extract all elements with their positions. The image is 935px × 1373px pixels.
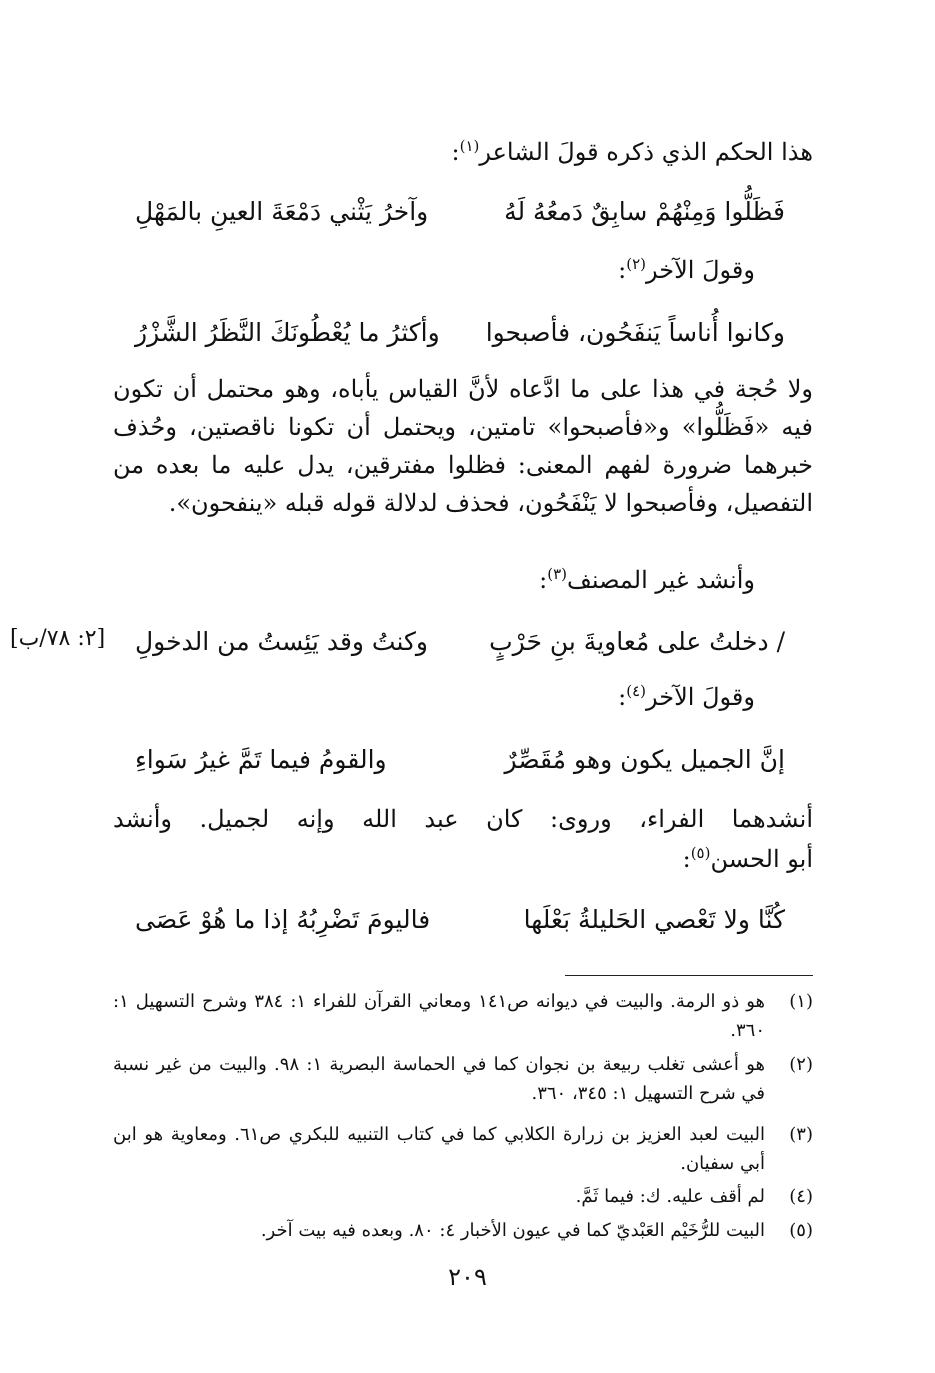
intro-line — [451, 135, 813, 169]
other-poet-text-2: وقولَ الآخر — [646, 683, 755, 711]
intro-text: هذا الحكم الذي ذكره قولَ الشاعر — [479, 138, 813, 166]
footnote-ref-3: (٣) — [547, 565, 567, 583]
verse-2 — [135, 313, 785, 353]
verse-3-second-hemistich: وكنتُ وقد يَئِستُ من الدخولِ — [135, 627, 428, 656]
footnote-number: (٢) — [789, 1054, 813, 1075]
verse-3 — [135, 622, 785, 662]
footnote-ref-5: (٥) — [690, 844, 711, 862]
footnote-text: هو ذو الرمة. والبيت في ديوانه ص١٤١ ومعاني القرآن للفراء ١: ٣٨٤ وشرح التسهيل ١: ٣٦٠. — [113, 991, 765, 1041]
footnote-text: البيت لعبد العزيز بن زرارة الكلابي كما في كتاب التنبيه للبكري ص٦١. ومعاوية هو ابن أبي سفيان. — [113, 1124, 765, 1174]
recited-text: وأنشد غير المصنف — [567, 566, 755, 594]
manuscript-folio-marker: [٢: ٧٨/ب] — [10, 626, 106, 651]
verse-2-first-hemistich: وكانوا أُناساً يَنفَحُون، فأصبحوا — [485, 318, 785, 347]
recited-line — [539, 563, 755, 597]
recited-colon: : — [539, 566, 548, 594]
abu-hasan-colon: : — [682, 845, 691, 873]
verse-1 — [135, 192, 785, 232]
verse-5-first-hemistich: كُنَّا ولا تَعْصي الحَليلةُ بَعْلَها — [523, 905, 785, 934]
verse-2-second-hemistich: وأكثرُ ما يُعْطُونَكَ النَّظَرُ الشَّزْرُ — [135, 318, 440, 347]
footnote-ref-2: (٢) — [626, 255, 647, 273]
abu-hasan-text: أبو الحسن — [710, 845, 813, 873]
footnote-4 — [113, 1182, 813, 1211]
intro-colon: : — [451, 138, 460, 166]
verse-1-first-hemistich: فَظَلُّوا وَمِنْهُمْ سابِقٌ دَمعُهُ لَهُ — [504, 197, 785, 226]
verse-4 — [135, 740, 785, 780]
footnote-separator — [565, 975, 813, 976]
verse-3-first-hemistich: / دخلتُ على مُعاويةَ بنِ حَرْبٍ — [489, 627, 785, 656]
footnote-number: (٥) — [789, 1220, 813, 1241]
footnote-3 — [113, 1120, 813, 1178]
footnote-ref-1: (١) — [459, 137, 480, 155]
footnote-number: (٣) — [789, 1124, 813, 1145]
footnote-ref-4: (٤) — [626, 682, 647, 700]
other-poet-colon-2: : — [618, 683, 627, 711]
abu-hasan-line — [683, 842, 813, 876]
commentary-paragraph: ولا حُجة في هذا على ما ادَّعاه لأنَّ القياس يأباه، وهو محتمل أن تكون فيه «فَظَلُّوا» و«فأصبحوا» تامتين، ويحتمل أن تكونا ناقصتين، وحُذف خبرهما ضرورة لفهم المعنى: فظلوا مفترقين، يدل عليه ما بعده من التفصيل، وفأصبحوا لا يَنْفَحُون، فحذف لدلالة قوله قبله «ينفحون». — [113, 375, 814, 517]
footnote-2 — [113, 1050, 813, 1108]
verse-5 — [135, 900, 785, 940]
other-poet-line-1 — [618, 253, 755, 287]
other-poet-text-1: وقولَ الآخر — [646, 256, 755, 284]
footnote-number: (٤) — [789, 1186, 813, 1207]
footnote-5 — [113, 1216, 813, 1245]
other-poet-colon-1: : — [618, 256, 627, 284]
verse-1-second-hemistich: وآخرُ يَثْني دَمْعَةَ العينِ بالمَهْلِ — [135, 197, 429, 226]
footnote-text: هو أعشى تغلب ربيعة بن نجوان كما في الحماسة البصرية ١: ٩٨. والبيت من غير نسبة في شرح التسهيل ١: ٣٤٥، ٣٦٠. — [113, 1054, 765, 1104]
footnote-text: البيت للرُّخَيْم العَبْديّ كما في عيون الأخبار ٤: ٨٠. وبعده فيه بيت آخر. — [260, 1220, 765, 1241]
recital-paragraph: أنشدهما الفراء، وروى: كان عبد الله وإنه لجميل. وأنشد — [113, 805, 813, 833]
verse-5-second-hemistich: فاليومَ تَضْرِبُهُ إذا ما هُوْ عَصَى — [135, 905, 431, 934]
footnote-number: (١) — [789, 991, 813, 1012]
verse-4-second-hemistich: والقومُ فيما تَمَّ غيرُ سَواءِ — [135, 745, 387, 774]
page-number: ٢٠٩ — [448, 1263, 487, 1291]
other-poet-line-2 — [618, 680, 755, 714]
footnote-text: لم أقف عليه. ك: فيما ثَمَّ. — [575, 1186, 765, 1207]
footnote-1 — [113, 987, 813, 1045]
verse-4-first-hemistich: إنَّ الجميل يكون وهو مُقَصِّرٌ — [504, 745, 785, 774]
